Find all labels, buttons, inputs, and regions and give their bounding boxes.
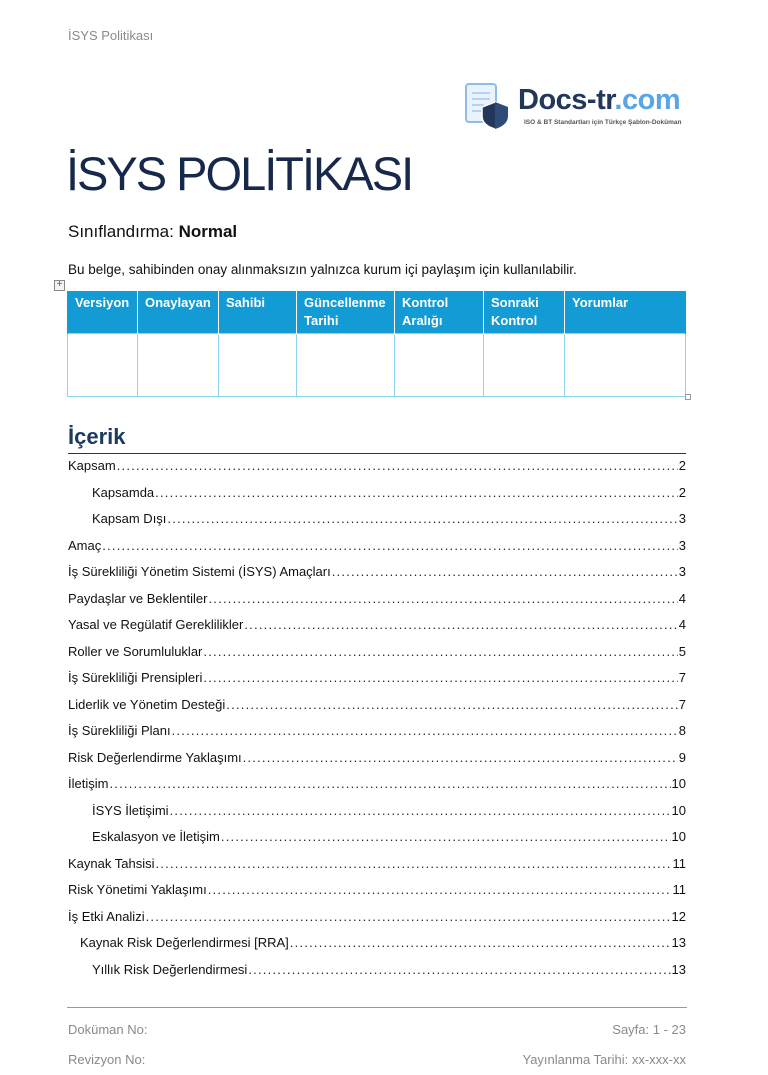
publish-date: Yayınlanma Tarihi: xx-xxx-xx <box>522 1052 686 1067</box>
toc-item[interactable]: İş Sürekliliği Yönetim Sistemi (İSYS) Amaçları . . . 3 <box>68 563 686 590</box>
column-header-review-interval: Kontrol Aralığı <box>395 291 484 334</box>
page-info: Sayfa: 1 - 23 <box>612 1022 686 1037</box>
toc-item[interactable]: İş Sürekliliği Planı . . . 8 <box>68 722 686 749</box>
classification-line <box>68 222 237 242</box>
toc-item[interactable]: Yasal ve Regülatif Gereklilikler . . . 4 <box>68 616 686 643</box>
column-header-approver: Onaylayan <box>138 291 219 334</box>
brand-name <box>518 84 680 116</box>
running-header-title: İSYS Politikası <box>68 28 154 43</box>
table-header-row <box>68 291 686 334</box>
toc-item[interactable]: Roller ve Sorumluluklar . . . 5 <box>68 643 686 670</box>
table-row <box>68 334 686 397</box>
revision-number-label: Revizyon No: <box>68 1052 146 1067</box>
document-number-label: Doküman No: <box>68 1022 148 1037</box>
table-cell[interactable] <box>219 334 297 397</box>
classification-value: Normal <box>178 222 238 241</box>
column-header-owner: Sahibi <box>219 291 297 334</box>
table-of-contents <box>68 457 686 987</box>
document-title: İSYS POLİTİKASI <box>66 147 413 200</box>
toc-item[interactable]: İSYS İletişimi . . . 10 <box>68 802 686 829</box>
toc-item[interactable]: İş Sürekliliği Prensipleri . . . 7 <box>68 669 686 696</box>
classification-label: Sınıflandırma: <box>68 222 174 241</box>
toc-item[interactable]: Kapsam . . . 2 <box>68 457 686 484</box>
column-header-version: Versiyon <box>68 291 138 334</box>
toc-item[interactable]: Risk Yönetimi Yaklaşımı . . . 11 <box>68 881 686 908</box>
column-header-next-review: Sonraki Kontrol <box>484 291 565 334</box>
table-cell[interactable] <box>484 334 565 397</box>
toc-item[interactable]: İş Etki Analizi . . . 12 <box>68 908 686 935</box>
toc-heading: İçerik <box>68 424 126 449</box>
footer-divider <box>67 1007 687 1008</box>
toc-item[interactable]: Kapsam Dışı . . . 3 <box>68 510 686 537</box>
column-header-updated-date: Güncellenme Tarihi <box>297 291 395 334</box>
table-cell[interactable] <box>138 334 219 397</box>
toc-item[interactable]: Kaynak Tahsisi . . . 11 <box>68 855 686 882</box>
toc-item[interactable]: Liderlik ve Yönetim Desteği . . . 7 <box>68 696 686 723</box>
table-cell[interactable] <box>297 334 395 397</box>
brand-tagline: ISO & BT Standartları için Türkçe Şablon-Doküman <box>524 119 682 126</box>
revision-table <box>67 291 686 397</box>
toc-item[interactable]: Amaç . . . 3 <box>68 537 686 564</box>
table-cell[interactable] <box>395 334 484 397</box>
table-cell[interactable] <box>68 334 138 397</box>
toc-item[interactable]: Yıllık Risk Değerlendirmesi . . . 13 <box>68 961 686 988</box>
toc-item[interactable]: İletişim . . . 10 <box>68 775 686 802</box>
footer-row-1 <box>68 1022 686 1037</box>
brand-part-1: Docs-tr <box>518 84 615 116</box>
toc-item[interactable]: Eskalasyon ve İletişim . . . 10 <box>68 828 686 855</box>
toc-item[interactable]: Kapsamda . . . 2 <box>68 484 686 511</box>
document-shield-icon <box>464 80 510 130</box>
table-move-handle-icon[interactable]: + <box>54 280 65 291</box>
toc-item[interactable]: Risk Değerlendirme Yaklaşımı . . . 9 <box>68 749 686 776</box>
table-cell[interactable] <box>565 334 686 397</box>
footer-row-2 <box>68 1052 686 1067</box>
column-header-comments: Yorumlar <box>565 291 686 334</box>
toc-item[interactable]: Kaynak Risk Değerlendirmesi [RRA] . . . 13 <box>68 934 686 961</box>
distribution-notice: Bu belge, sahibinden onay alınmaksızın yalnızca kurum içi paylaşım için kullanılabilir. <box>68 262 577 277</box>
brand-part-2: .com <box>614 84 681 116</box>
table-resize-handle[interactable] <box>685 394 691 400</box>
toc-item[interactable]: Paydaşlar ve Beklentiler . . . 4 <box>68 590 686 617</box>
docs-tr-logo <box>462 78 692 134</box>
toc-divider <box>68 453 686 454</box>
